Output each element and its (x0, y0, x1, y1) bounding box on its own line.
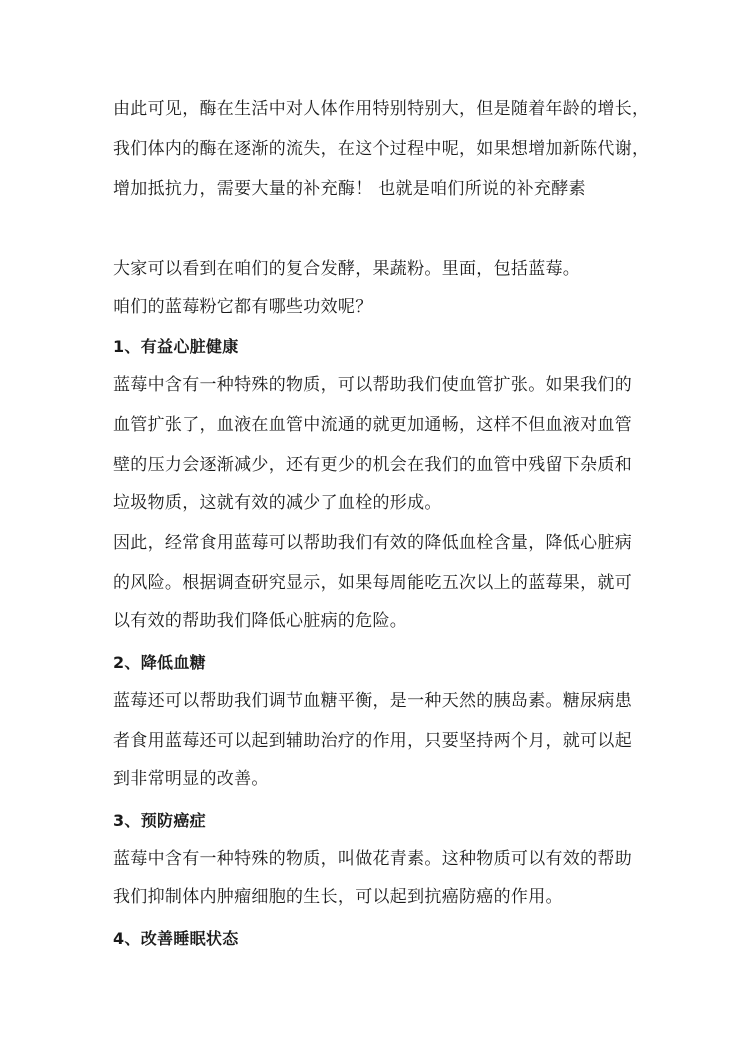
paragraph-line: 因此，经常食用蓝莓可以帮助我们有效的降低血栓含量，降低心脏病 (113, 533, 632, 553)
blueberry-line: 咱们的蓝莓粉它都有哪些功效呢？ (113, 297, 373, 317)
paragraph-line: 的风险。根据调查研究显示，如果每周能吃五次以上的蓝莓果，就可 (113, 573, 632, 593)
paragraph-line: 以有效的帮助我们降低心脏病的危险。 (113, 611, 408, 631)
blueberry-line: 大家可以看到在咱们的复合发酵，果蔬粉。里面，包括蓝莓。 (113, 259, 581, 279)
paragraph-line: 壁的压力会逐渐减少，还有更少的机会在我们的血管中残留下杂质和 (113, 455, 632, 475)
paragraph-line: 蓝莓中含有一种特殊的物质，叫做花青素。这种物质可以有效的帮助 (113, 849, 632, 869)
paragraph-line: 我们抑制体内肿瘤细胞的生长，可以起到抗癌防癌的作用。 (113, 887, 563, 907)
paragraph-line: 者食用蓝莓还可以起到辅助治疗的作用，只要坚持两个月，就可以起 (113, 731, 632, 751)
paragraph-line: 蓝莓中含有一种特殊的物质，可以帮助我们使血管扩张。如果我们的 (113, 375, 632, 395)
section-heading: 1、有益心脏健康 (113, 337, 239, 356)
paragraph-line: 到非常明显的改善。 (113, 769, 269, 789)
section-heading: 4、改善睡眠状态 (113, 929, 239, 948)
paragraph-line: 垃圾物质，这就有效的减少了血栓的形成。 (113, 493, 442, 513)
intro-line: 我们体内的酶在逐渐的流失，在这个过程中呢，如果想增加新陈代谢， (113, 139, 650, 159)
intro-line: 由此可见，酶在生活中对人体作用特别特别大，但是随着年龄的增长， (113, 99, 650, 119)
section-heading: 3、预防癌症 (113, 811, 206, 830)
paragraph-line: 血管扩张了，血液在血管中流通的就更加通畅，这样不但血液对血管 (113, 415, 632, 435)
intro-line: 增加抵抗力，需要大量的补充酶！ 也就是咱们所说的补充酵素 (113, 179, 586, 199)
paragraph-line: 蓝莓还可以帮助我们调节血糖平衡，是一种天然的胰岛素。糖尿病患 (113, 691, 632, 711)
section-heading: 2、降低血糖 (113, 653, 206, 672)
